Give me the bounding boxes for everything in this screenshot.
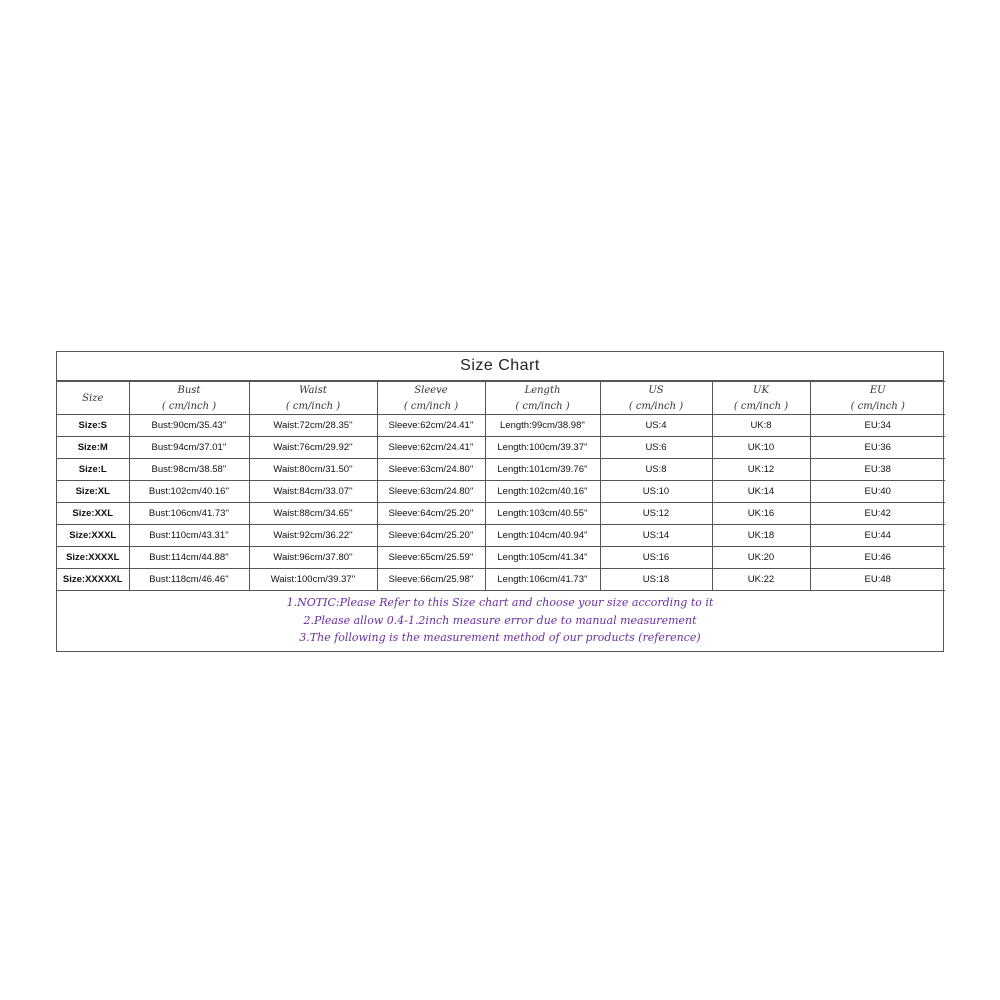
waist-cell: Waist:96cm/37.80'' bbox=[249, 547, 377, 569]
uk-cell: UK:22 bbox=[712, 569, 810, 591]
eu-cell: EU:48 bbox=[810, 569, 945, 591]
bust-cell: Bust:114cm/44.88'' bbox=[129, 547, 249, 569]
eu-cell: EU:36 bbox=[810, 437, 945, 459]
sleeve-cell: Sleeve:66cm/25.98'' bbox=[377, 569, 485, 591]
unit-label: ( cm/inch ) bbox=[485, 398, 600, 415]
waist-cell: Waist:72cm/28.35'' bbox=[249, 415, 377, 437]
table-row bbox=[57, 481, 945, 503]
column-header-uk: UK bbox=[712, 382, 810, 399]
eu-cell: EU:38 bbox=[810, 459, 945, 481]
table-row bbox=[57, 569, 945, 591]
size-cell: Size:XXL bbox=[57, 503, 129, 525]
size-cell: Size:XL bbox=[57, 481, 129, 503]
us-cell: US:10 bbox=[600, 481, 712, 503]
bust-cell: Bust:110cm/43.31'' bbox=[129, 525, 249, 547]
column-header-waist: Waist bbox=[249, 382, 377, 399]
bust-cell: Bust:90cm/35.43'' bbox=[129, 415, 249, 437]
sleeve-cell: Sleeve:63cm/24.80'' bbox=[377, 481, 485, 503]
uk-cell: UK:14 bbox=[712, 481, 810, 503]
size-notes bbox=[57, 591, 943, 651]
sleeve-cell: Sleeve:62cm/24.41'' bbox=[377, 437, 485, 459]
length-cell: Length:105cm/41.34'' bbox=[485, 547, 600, 569]
sleeve-cell: Sleeve:64cm/25.20'' bbox=[377, 525, 485, 547]
length-cell: Length:101cm/39.76'' bbox=[485, 459, 600, 481]
eu-cell: EU:34 bbox=[810, 415, 945, 437]
table-row bbox=[57, 525, 945, 547]
size-cell: Size:XXXXL bbox=[57, 547, 129, 569]
eu-cell: EU:40 bbox=[810, 481, 945, 503]
column-header-sleeve: Sleeve bbox=[377, 382, 485, 399]
us-cell: US:4 bbox=[600, 415, 712, 437]
bust-cell: Bust:118cm/46.46'' bbox=[129, 569, 249, 591]
size-cell: Size:S bbox=[57, 415, 129, 437]
us-cell: US:12 bbox=[600, 503, 712, 525]
eu-cell: EU:46 bbox=[810, 547, 945, 569]
uk-cell: UK:20 bbox=[712, 547, 810, 569]
us-cell: US:16 bbox=[600, 547, 712, 569]
waist-cell: Waist:100cm/39.37'' bbox=[249, 569, 377, 591]
size-column-header: Size bbox=[57, 382, 129, 415]
note-line: 3.The following is the measurement method of our products (reference) bbox=[299, 631, 701, 644]
uk-cell: UK:16 bbox=[712, 503, 810, 525]
us-cell: US:14 bbox=[600, 525, 712, 547]
uk-cell: UK:8 bbox=[712, 415, 810, 437]
table-row bbox=[57, 415, 945, 437]
column-header-bust: Bust bbox=[129, 382, 249, 399]
waist-cell: Waist:88cm/34.65'' bbox=[249, 503, 377, 525]
column-header-us: US bbox=[600, 382, 712, 399]
size-cell: Size:XXXL bbox=[57, 525, 129, 547]
note-line: 1.NOTIC:Please Refer to this Size chart and choose your size according to it bbox=[286, 596, 714, 609]
length-cell: Length:102cm/40.16'' bbox=[485, 481, 600, 503]
table-row bbox=[57, 437, 945, 459]
us-cell: US:6 bbox=[600, 437, 712, 459]
length-cell: Length:106cm/41.73'' bbox=[485, 569, 600, 591]
size-cell: Size:M bbox=[57, 437, 129, 459]
waist-cell: Waist:92cm/36.22'' bbox=[249, 525, 377, 547]
waist-cell: Waist:80cm/31.50'' bbox=[249, 459, 377, 481]
waist-cell: Waist:76cm/29.92'' bbox=[249, 437, 377, 459]
unit-label: ( cm/inch ) bbox=[712, 398, 810, 415]
sleeve-cell: Sleeve:63cm/24.80'' bbox=[377, 459, 485, 481]
length-cell: Length:100cm/39.37'' bbox=[485, 437, 600, 459]
table-row bbox=[57, 503, 945, 525]
size-cell: Size:L bbox=[57, 459, 129, 481]
eu-cell: EU:44 bbox=[810, 525, 945, 547]
waist-cell: Waist:84cm/33.07'' bbox=[249, 481, 377, 503]
sleeve-cell: Sleeve:64cm/25.20'' bbox=[377, 503, 485, 525]
bust-cell: Bust:106cm/41.73'' bbox=[129, 503, 249, 525]
sleeve-cell: Sleeve:65cm/25.59'' bbox=[377, 547, 485, 569]
column-header-length: Length bbox=[485, 382, 600, 399]
unit-label: ( cm/inch ) bbox=[810, 398, 945, 415]
size-table bbox=[57, 381, 945, 591]
uk-cell: UK:18 bbox=[712, 525, 810, 547]
bust-cell: Bust:102cm/40.16'' bbox=[129, 481, 249, 503]
size-chart bbox=[56, 351, 944, 652]
unit-label: ( cm/inch ) bbox=[129, 398, 249, 415]
bust-cell: Bust:94cm/37.01'' bbox=[129, 437, 249, 459]
column-header-eu: EU bbox=[810, 382, 945, 399]
uk-cell: UK:12 bbox=[712, 459, 810, 481]
eu-cell: EU:42 bbox=[810, 503, 945, 525]
uk-cell: UK:10 bbox=[712, 437, 810, 459]
table-row bbox=[57, 459, 945, 481]
us-cell: US:8 bbox=[600, 459, 712, 481]
length-cell: Length:104cm/40.94'' bbox=[485, 525, 600, 547]
us-cell: US:18 bbox=[600, 569, 712, 591]
unit-label: ( cm/inch ) bbox=[600, 398, 712, 415]
unit-label: ( cm/inch ) bbox=[377, 398, 485, 415]
bust-cell: Bust:98cm/38.58'' bbox=[129, 459, 249, 481]
length-cell: Length:103cm/40.55'' bbox=[485, 503, 600, 525]
sleeve-cell: Sleeve:62cm/24.41'' bbox=[377, 415, 485, 437]
size-cell: Size:XXXXXL bbox=[57, 569, 129, 591]
chart-title: Size Chart bbox=[57, 352, 943, 381]
unit-label: ( cm/inch ) bbox=[249, 398, 377, 415]
table-row bbox=[57, 547, 945, 569]
note-line: 2.Please allow 0.4-1.2inch measure error due to manual measurement bbox=[303, 613, 697, 627]
length-cell: Length:99cm/38.98'' bbox=[485, 415, 600, 437]
